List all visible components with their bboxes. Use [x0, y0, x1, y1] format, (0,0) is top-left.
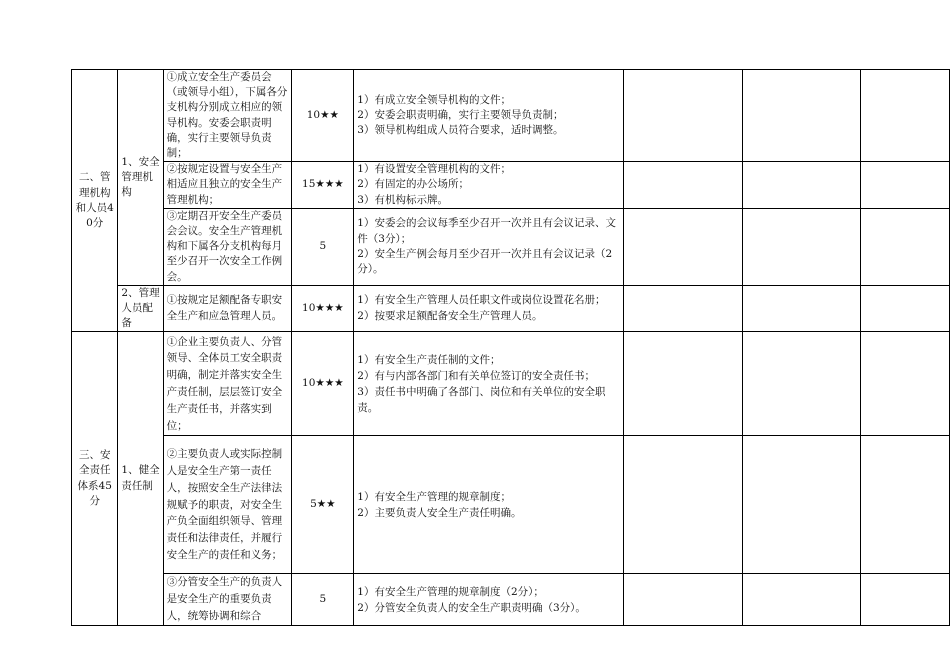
table-row — [72, 162, 950, 209]
standard-line: 2）按要求足额配备安全生产管理人员。 — [357, 309, 543, 322]
standard-line: 1）有安全生产管理人员任职文件或岗位设置花名册； — [357, 294, 606, 307]
standard-line: 2）有固定的办公场所； — [357, 178, 469, 191]
empty-cell — [742, 208, 860, 285]
standard-line: 1）有安全生产管理的规章制度（2分）； — [357, 585, 544, 598]
subcategory-cell: 1、健全责任制 — [118, 332, 163, 625]
empty-cell — [860, 70, 949, 162]
empty-cell — [860, 285, 949, 332]
standard-line: 1）有安全生产管理的规章制度； — [357, 490, 511, 503]
standard-cell — [354, 436, 624, 574]
empty-cell — [742, 436, 860, 574]
empty-cell — [742, 285, 860, 332]
empty-cell — [860, 574, 949, 625]
empty-cell — [742, 332, 860, 436]
subcategory-cell: 2、管理人员配备 — [118, 285, 163, 332]
empty-cell — [624, 332, 742, 436]
empty-cell — [860, 436, 949, 574]
table-row — [72, 70, 950, 162]
table-row — [72, 285, 950, 332]
empty-cell — [624, 208, 742, 285]
requirement-cell: ②主要负责人或实际控制人是安全生产第一责任人，按照安全生产法律法规赋予的职责，对安全生产负全面组织领导、管理责任和法律责任，并履行安全生产的责任和义务； — [163, 436, 292, 574]
standard-line: 1）安委会的会议每季至少召开一次并且有会议记录、文件（3分）； — [357, 217, 616, 245]
standard-line: 3）有机构标示牌。 — [357, 193, 448, 206]
standard-line: 2）分管安全负责人的安全生产职责明确（3分）。 — [357, 601, 586, 614]
requirement-cell: ③定期召开安全生产委员会会议。安全生产管理机构和下属各分支机构每月至少召开一次安全工作例会。 — [163, 208, 292, 285]
empty-cell — [742, 574, 860, 625]
empty-cell — [624, 285, 742, 332]
empty-cell — [624, 70, 742, 162]
empty-cell — [860, 162, 949, 209]
score-cell: 5 — [292, 208, 354, 285]
category-cell: 三、安全责任体系45分 — [72, 332, 118, 625]
standard-line: 1）有设置安全管理机构的文件； — [357, 163, 511, 176]
standard-cell — [354, 162, 624, 209]
standard-cell — [354, 332, 624, 436]
standard-line: 2）主要负责人安全生产责任明确。 — [357, 506, 522, 519]
score-cell: 5 — [292, 574, 354, 625]
score-cell: 10★★★ — [292, 332, 354, 436]
requirement-cell: ②按规定设置与安全生产相适应且独立的安全生产管理机构； — [163, 162, 292, 209]
score-cell: 15★★★ — [292, 162, 354, 209]
evaluation-table — [71, 69, 950, 626]
standard-line: 2）安委会职责明确，实行主要领导负责制； — [357, 109, 564, 121]
table-row — [72, 208, 950, 285]
score-cell: 10★★ — [292, 70, 354, 162]
standard-cell — [354, 285, 624, 332]
requirement-cell: ①按规定足额配备专职安全生产和应急管理人员。 — [163, 285, 292, 332]
empty-cell — [742, 162, 860, 209]
empty-cell — [860, 332, 949, 436]
standard-line: 1）有成立安全领导机构的文件； — [357, 93, 511, 106]
category-cell: 二、管理机构和人员40分 — [72, 70, 118, 332]
table-row — [72, 574, 950, 625]
subcategory-cell: 1、安全管理机构 — [118, 70, 163, 286]
requirement-cell: ①企业主要负责人、分管领导、全体员工安全职责明确，制定并落实安全生产责任制，层层签订安全生产责任书，并落实到位； — [163, 332, 292, 436]
table-row — [72, 332, 950, 436]
empty-cell — [742, 70, 860, 162]
requirement-cell: ①成立安全生产委员会（或领导小组），下属各分支机构分别成立相应的领导机构。安委会职责明确，实行主要领导负责制； — [163, 70, 292, 162]
standard-line: 3）领导机构组成人员符合要求，适时调整。 — [357, 124, 564, 137]
score-cell: 10★★★ — [292, 285, 354, 332]
standard-line: 3）责任书中明确了各部门、岗位和有关单位的安全职责。 — [357, 385, 606, 414]
empty-cell — [624, 574, 742, 625]
table-row — [72, 436, 950, 574]
standard-cell — [354, 70, 624, 162]
empty-cell — [624, 436, 742, 574]
standard-line: 1）有安全生产责任制的文件； — [357, 353, 501, 366]
standard-cell — [354, 574, 624, 625]
standard-line: 2）有与内部各部门和有关单位签订的安全责任书； — [357, 369, 595, 382]
empty-cell — [624, 162, 742, 209]
standard-cell — [354, 208, 624, 285]
requirement-cell: ③分管安全生产的负责人是安全生产的重要负责人，统筹协调和综合 — [163, 574, 292, 625]
score-cell: 5★★ — [292, 436, 354, 574]
standard-line: 2）安全生产例会每月至少召开一次并且有会议记录（2分）。 — [357, 247, 613, 276]
empty-cell — [860, 208, 949, 285]
